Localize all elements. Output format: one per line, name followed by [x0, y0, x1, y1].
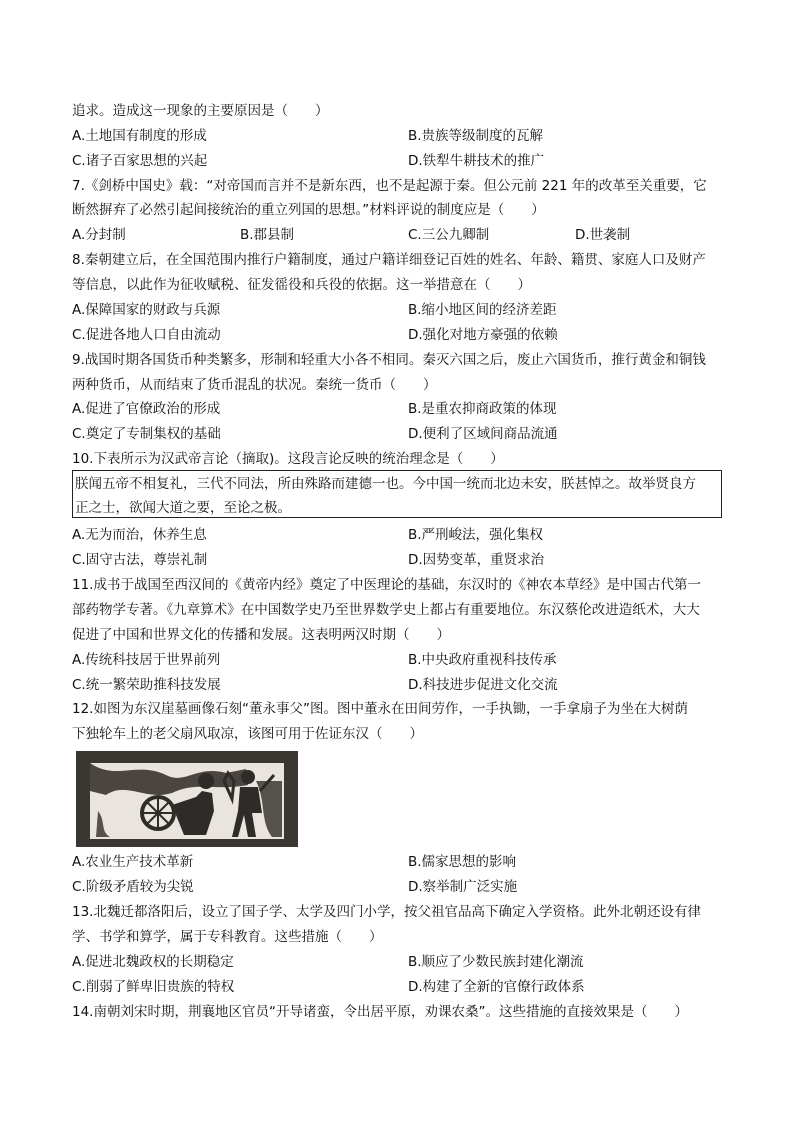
q13-option-b: B.顺应了少数民族封建化潮流 — [408, 954, 584, 970]
q11-option-c: C.统一繁荣助推科技发展 — [72, 677, 221, 693]
question-12-stem-cont: 下独轮车上的老父扇风取凉，该图可用于佐证东汉（ ） — [72, 726, 423, 742]
q10-option-d: D.因势变革，重贤求治 — [408, 552, 545, 568]
question-8-stem: 8.秦朝建立后，在全国范围内推行户籍制度，通过户籍详细登记百姓的姓名、年龄、籍贯、家庭人口及财产 — [72, 252, 706, 268]
q10-option-a: A.无为而治，休养生息 — [72, 527, 207, 543]
q10-quote-line-2: 正之士，欲闻大道之要，至论之极。 — [75, 500, 291, 516]
question-6-stem-tail: 追求。造成这一现象的主要原因是（ ） — [72, 103, 329, 119]
q7-option-b: B.郡县制 — [240, 227, 295, 243]
q12-option-b: B.儒家思想的影响 — [408, 854, 517, 870]
q8-option-c: C.促进各地人口自由流动 — [72, 327, 221, 343]
q6-option-c: C.诸子百家思想的兴起 — [72, 153, 208, 169]
q12-option-d: D.察举制广泛实施 — [408, 879, 518, 895]
question-11-stem: 11.成书于战国至西汉间的《黄帝内经》奠定了中医理论的基础，东汉时的《神农本草经》是中国古代第一 — [72, 577, 701, 593]
question-7-stem-cont: 断然摒弃了必然引起间接统治的重立列国的思想。”材料评说的制度应是（ ） — [72, 202, 545, 218]
q6-option-b: B.贵族等级制度的瓦解 — [408, 128, 544, 144]
q6-option-d: D.铁犁牛耕技术的推广 — [408, 153, 545, 169]
q11-option-d: D.科技进步促进文化交流 — [408, 677, 558, 693]
question-8-stem-cont: 等信息，以此作为征收赋税、征发徭役和兵役的依据。这一举措意在（ ） — [72, 277, 531, 293]
q13-option-c: C.削弱了鲜卑旧贵族的特权 — [72, 979, 235, 995]
q6-option-a: A.土地国有制度的形成 — [72, 128, 207, 144]
question-7-stem: 7.《剑桥中国史》载：“对帝国而言并不是新东西，也不是起源于秦。但公元前 221 年的改革至关重要，它 — [72, 178, 707, 194]
question-13-stem-cont: 学、书学和算学，属于专科教育。这些措施（ ） — [72, 929, 383, 945]
q8-option-d: D.强化对地方豪强的依赖 — [408, 327, 558, 343]
q7-option-a: A.分封制 — [72, 227, 126, 243]
q11-option-b: B.中央政府重视科技传承 — [408, 652, 557, 668]
question-11-stem-cont: 部药物学专著。《九章算术》在中国数学史乃至世界数学史上都占有重要地位。东汉蔡伦改进造纸术，大大 — [72, 602, 700, 618]
q9-option-b: B.是重农抑商政策的体现 — [408, 401, 557, 417]
q10-quote-line-1: 朕闻五帝不相复礼，三代不同法，所由殊路而建德一也。今中国一统而北边未安，朕甚悼之。故举贤良方 — [75, 476, 696, 492]
question-11-stem-cont-2: 促进了中国和世界文化的传播和发展。这表明两汉时期（ ） — [72, 627, 450, 643]
question-9-stem: 9.战国时期各国货币种类繁多，形制和轻重大小各不相同。秦灭六国之后，废止六国货币，推行黄金和铜钱 — [72, 352, 706, 368]
q12-option-a: A.农业生产技术革新 — [72, 854, 194, 870]
question-13-stem: 13.北魏迁都洛阳后，设立了国子学、太学及四门小学，按父祖官品高下确定入学资格。此外北朝还设有律 — [72, 904, 701, 920]
stone-relief-drawing — [76, 751, 298, 847]
q10-option-c: C.固守古法，尊崇礼制 — [72, 552, 208, 568]
question-12-stem: 12.如图为东汉崖墓画像石刻“董永事父”图。图中董永在田间劳作，一手执锄，一手拿扇子为坐在大树荫 — [72, 701, 688, 717]
q8-option-b: B.缩小地区间的经济差距 — [408, 302, 557, 318]
q10-quote-box — [72, 470, 722, 518]
q9-option-d: D.便利了区域间商品流通 — [408, 426, 558, 442]
q11-option-a: A.传统科技居于世界前列 — [72, 652, 221, 668]
q9-option-a: A.促进了官僚政治的形成 — [72, 401, 221, 417]
question-9-stem-cont: 两种货币，从而结束了货币混乱的状况。秦统一货币（ ） — [72, 377, 437, 393]
q10-option-b: B.严刑峻法，强化集权 — [408, 527, 544, 543]
q12-option-c: C.阶级矛盾较为尖锐 — [72, 879, 194, 895]
q7-option-d: D.世袭制 — [575, 227, 631, 243]
q9-option-c: C.奠定了专制集权的基础 — [72, 426, 221, 442]
q13-option-a: A.促进北魏政权的长期稳定 — [72, 954, 234, 970]
q13-option-d: D.构建了全新的官僚行政体系 — [408, 979, 585, 995]
stone-relief-image — [76, 751, 298, 847]
q7-option-c: C.三公九卿制 — [408, 227, 490, 243]
question-14-stem: 14.南朝刘宋时期，荆襄地区官员“开导诸蛮，令出居平原，劝课农桑”。这些措施的直接效果是（ ） — [72, 1004, 688, 1020]
q8-option-a: A.保障国家的财政与兵源 — [72, 302, 221, 318]
question-10-stem: 10.下表所示为汉武帝言论（摘取)。这段言论反映的统治理念是（ ） — [72, 451, 504, 467]
